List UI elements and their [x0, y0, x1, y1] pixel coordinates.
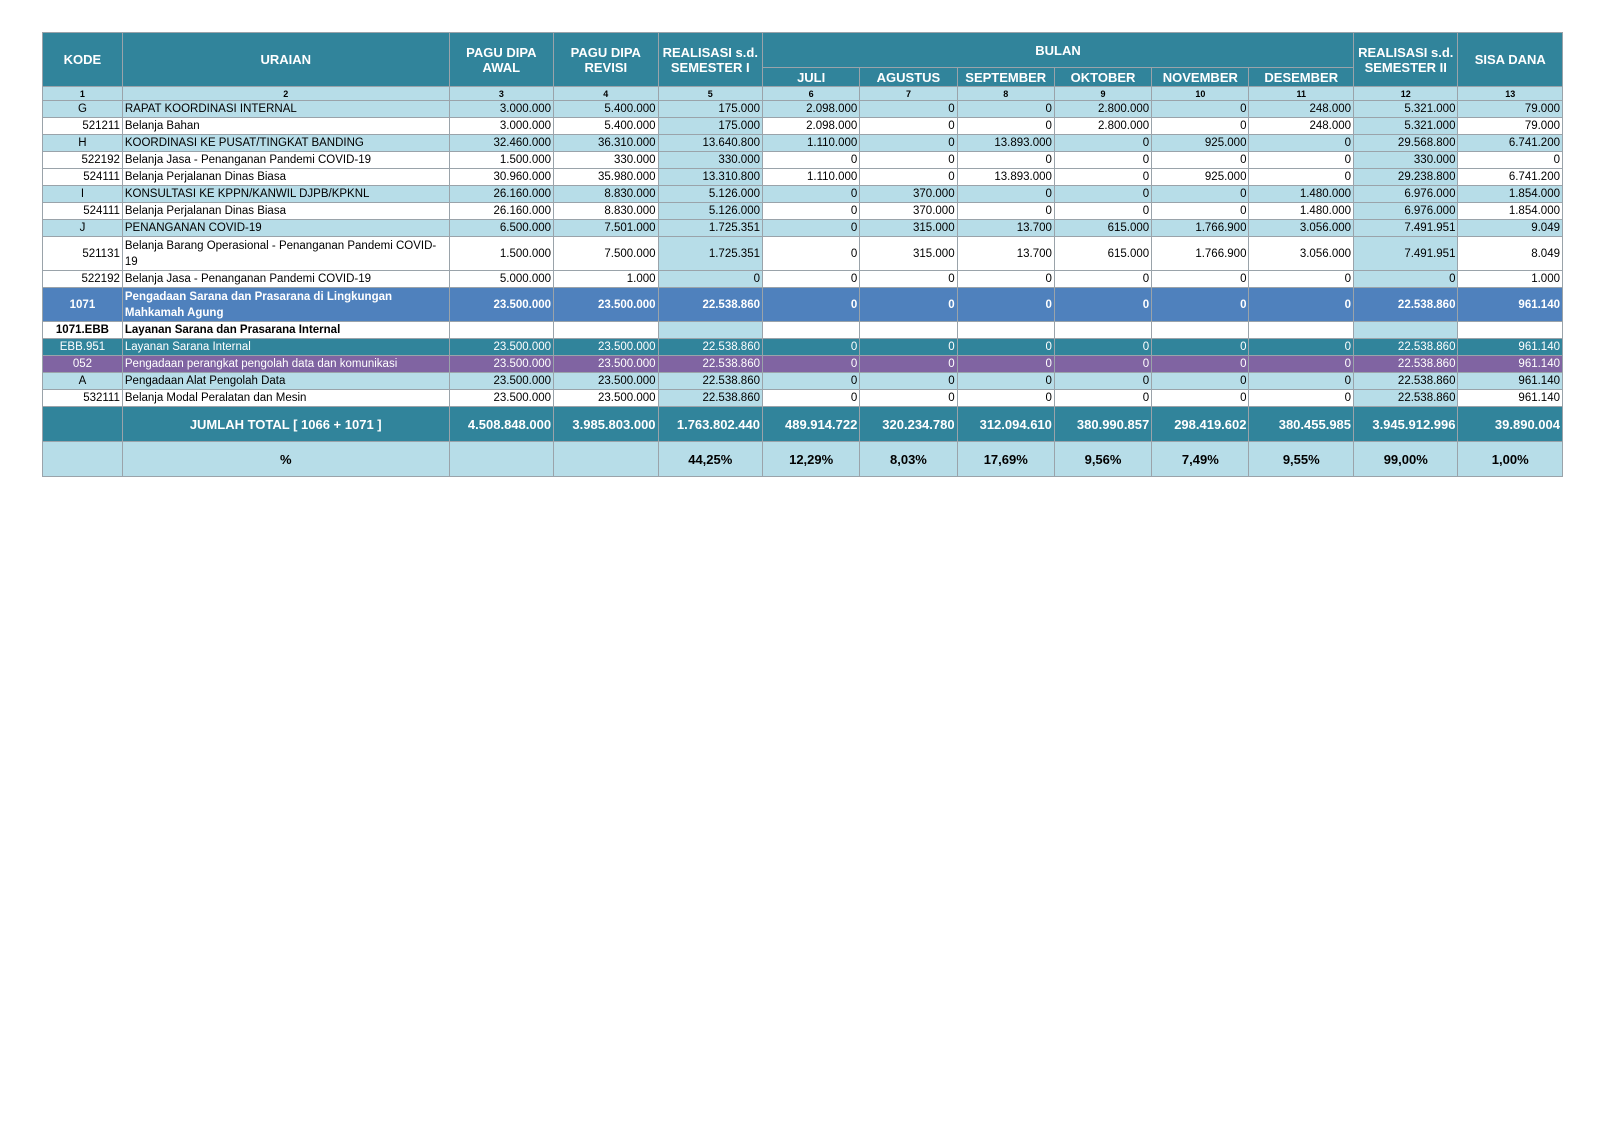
cell-value: 26.160.000 — [449, 203, 553, 220]
cell-value: 0 — [763, 288, 860, 322]
header-pagu-awal: PAGU DIPA AWAL — [449, 33, 553, 87]
cell-value: 0 — [1152, 390, 1249, 407]
budget-realization-table — [42, 32, 1563, 477]
cell-value: 1.766.900 — [1152, 237, 1249, 271]
cell-value: 8.830.000 — [554, 203, 658, 220]
cell-value: 22.538.860 — [1354, 288, 1458, 322]
cell-value: 23.500.000 — [554, 390, 658, 407]
percent-value: 8,03% — [860, 442, 957, 477]
cell-kode: 524111 — [43, 203, 123, 220]
column-index: 12 — [1354, 87, 1458, 101]
cell-value: 7.501.000 — [554, 220, 658, 237]
cell-value: 0 — [860, 339, 957, 356]
cell-value: 13.310.800 — [658, 169, 762, 186]
cell-uraian: RAPAT KOORDINASI INTERNAL — [122, 101, 449, 118]
cell-value: 0 — [1152, 152, 1249, 169]
cell-value — [658, 322, 762, 339]
cell-value: 615.000 — [1054, 220, 1151, 237]
cell-value: 5.321.000 — [1354, 118, 1458, 135]
cell-value: 0 — [1054, 152, 1151, 169]
cell-empty — [43, 407, 123, 442]
cell-value: 370.000 — [860, 203, 957, 220]
cell-value: 5.400.000 — [554, 101, 658, 118]
cell-value: 1.854.000 — [1458, 203, 1563, 220]
cell-kode: 1071.EBB — [43, 322, 123, 339]
cell-value: 36.310.000 — [554, 135, 658, 152]
table-row — [43, 237, 1563, 271]
percent-value: 7,49% — [1152, 442, 1249, 477]
column-index: 10 — [1152, 87, 1249, 101]
cell-value: 0 — [763, 373, 860, 390]
cell-value: 0 — [1054, 169, 1151, 186]
cell-value: 0 — [1152, 271, 1249, 288]
cell-value: 0 — [1152, 356, 1249, 373]
cell-kode: A — [43, 373, 123, 390]
cell-value: 3.000.000 — [449, 118, 553, 135]
cell-value: 13.893.000 — [957, 169, 1054, 186]
cell-kode: 522192 — [43, 152, 123, 169]
cell-value: 1.000 — [1458, 271, 1563, 288]
cell-value: 330.000 — [554, 152, 658, 169]
header-month: AGUSTUS — [860, 68, 957, 87]
cell-value: 248.000 — [1249, 101, 1354, 118]
cell-value: 5.321.000 — [1354, 101, 1458, 118]
table-row — [43, 203, 1563, 220]
cell-value: 8.049 — [1458, 237, 1563, 271]
cell-kode: 1071 — [43, 288, 123, 322]
cell-value: 1.000 — [554, 271, 658, 288]
column-index: 6 — [763, 87, 860, 101]
cell-value: 0 — [1249, 373, 1354, 390]
percent-value: 1,00% — [1458, 442, 1563, 477]
cell-value: 29.238.800 — [1354, 169, 1458, 186]
cell-value: 6.741.200 — [1458, 169, 1563, 186]
cell-value: 0 — [1054, 339, 1151, 356]
cell-value: 2.800.000 — [1054, 101, 1151, 118]
column-index: 1 — [43, 87, 123, 101]
cell-value: 0 — [1152, 118, 1249, 135]
cell-value: 0 — [957, 339, 1054, 356]
cell-value: 23.500.000 — [449, 339, 553, 356]
cell-value: 23.500.000 — [449, 373, 553, 390]
header-uraian: URAIAN — [122, 33, 449, 87]
cell-value: 330.000 — [658, 152, 762, 169]
cell-value: 3.056.000 — [1249, 220, 1354, 237]
cell-value: 22.538.860 — [658, 339, 762, 356]
cell-value: 22.538.860 — [1354, 390, 1458, 407]
cell-value: 0 — [860, 169, 957, 186]
total-value: 298.419.602 — [1152, 407, 1249, 442]
cell-value: 0 — [763, 152, 860, 169]
cell-kode: H — [43, 135, 123, 152]
cell-value: 1.500.000 — [449, 152, 553, 169]
total-value: 380.990.857 — [1054, 407, 1151, 442]
cell-value — [1054, 322, 1151, 339]
cell-value: 0 — [763, 186, 860, 203]
cell-value: 0 — [957, 390, 1054, 407]
total-value: 1.763.802.440 — [658, 407, 762, 442]
header-month: NOVEMBER — [1152, 68, 1249, 87]
cell-value: 23.500.000 — [554, 356, 658, 373]
cell-value: 0 — [860, 135, 957, 152]
cell-value: 925.000 — [1152, 135, 1249, 152]
cell-value — [554, 322, 658, 339]
column-index: 2 — [122, 87, 449, 101]
header-bulan: BULAN — [763, 33, 1354, 68]
header-sisa-dana: SISA DANA — [1458, 33, 1563, 87]
cell-value: 0 — [1152, 339, 1249, 356]
table-row — [43, 373, 1563, 390]
cell-value: 0 — [1249, 356, 1354, 373]
cell-value: 0 — [957, 101, 1054, 118]
cell-value: 0 — [957, 356, 1054, 373]
table-row — [43, 169, 1563, 186]
percent-row — [43, 442, 1563, 477]
column-index: 7 — [860, 87, 957, 101]
cell-uraian: Belanja Barang Operasional - Penanganan Pandemi COVID-19 — [122, 237, 449, 271]
cell-value: 0 — [1152, 186, 1249, 203]
total-label: JUMLAH TOTAL [ 1066 + 1071 ] — [122, 407, 449, 442]
cell-kode: EBB.951 — [43, 339, 123, 356]
cell-value: 0 — [1249, 288, 1354, 322]
cell-value: 22.538.860 — [1354, 356, 1458, 373]
table-row — [43, 220, 1563, 237]
cell-value: 23.500.000 — [554, 339, 658, 356]
cell-value: 13.700 — [957, 237, 1054, 271]
cell-value: 0 — [1152, 203, 1249, 220]
cell-value — [957, 322, 1054, 339]
cell-uraian: Layanan Sarana Internal — [122, 339, 449, 356]
cell-value: 6.500.000 — [449, 220, 553, 237]
cell-value: 0 — [1249, 169, 1354, 186]
cell-value: 1.110.000 — [763, 135, 860, 152]
cell-value: 0 — [763, 237, 860, 271]
cell-value: 0 — [1054, 135, 1151, 152]
cell-uraian: KOORDINASI KE PUSAT/TINGKAT BANDING — [122, 135, 449, 152]
percent-value: 17,69% — [957, 442, 1054, 477]
cell-value: 22.538.860 — [658, 288, 762, 322]
column-index: 8 — [957, 87, 1054, 101]
cell-value: 7.491.951 — [1354, 220, 1458, 237]
total-value: 312.094.610 — [957, 407, 1054, 442]
total-value: 3.985.803.000 — [554, 407, 658, 442]
cell-value: 0 — [860, 373, 957, 390]
cell-value — [1458, 322, 1563, 339]
cell-kode: I — [43, 186, 123, 203]
total-value: 380.455.985 — [1249, 407, 1354, 442]
cell-value: 0 — [860, 271, 957, 288]
cell-value: 961.140 — [1458, 339, 1563, 356]
table-row — [43, 135, 1563, 152]
cell-value: 7.491.951 — [1354, 237, 1458, 271]
cell-value: 0 — [763, 203, 860, 220]
table-row — [43, 356, 1563, 373]
cell-value: 0 — [1054, 271, 1151, 288]
cell-value: 0 — [1054, 203, 1151, 220]
total-value: 489.914.722 — [763, 407, 860, 442]
header-month: JULI — [763, 68, 860, 87]
cell-value: 0 — [1249, 390, 1354, 407]
cell-value: 615.000 — [1054, 237, 1151, 271]
percent-value — [554, 442, 658, 477]
cell-value: 13.640.800 — [658, 135, 762, 152]
cell-value: 0 — [763, 390, 860, 407]
cell-value: 7.500.000 — [554, 237, 658, 271]
cell-value: 22.538.860 — [1354, 373, 1458, 390]
cell-value: 6.741.200 — [1458, 135, 1563, 152]
cell-value: 2.098.000 — [763, 101, 860, 118]
cell-value: 0 — [763, 339, 860, 356]
percent-label: % — [122, 442, 449, 477]
header-pagu-revisi: PAGU DIPA REVISI — [554, 33, 658, 87]
table-row — [43, 186, 1563, 203]
cell-value: 0 — [1152, 373, 1249, 390]
cell-value: 23.500.000 — [449, 390, 553, 407]
cell-value: 0 — [957, 271, 1054, 288]
cell-value: 370.000 — [860, 186, 957, 203]
cell-value: 1.480.000 — [1249, 203, 1354, 220]
total-value: 4.508.848.000 — [449, 407, 553, 442]
percent-value: 99,00% — [1354, 442, 1458, 477]
cell-value: 22.538.860 — [658, 356, 762, 373]
column-index: 5 — [658, 87, 762, 101]
cell-kode: 052 — [43, 356, 123, 373]
cell-kode: 521131 — [43, 237, 123, 271]
table-row — [43, 390, 1563, 407]
cell-uraian: Layanan Sarana dan Prasarana Internal — [122, 322, 449, 339]
cell-value: 3.000.000 — [449, 101, 553, 118]
cell-uraian: Belanja Perjalanan Dinas Biasa — [122, 169, 449, 186]
cell-kode: 521211 — [43, 118, 123, 135]
total-value: 39.890.004 — [1458, 407, 1563, 442]
cell-value: 0 — [957, 288, 1054, 322]
cell-value — [1152, 322, 1249, 339]
cell-value — [1354, 322, 1458, 339]
cell-value: 3.056.000 — [1249, 237, 1354, 271]
percent-value — [449, 442, 553, 477]
cell-value: 2.098.000 — [763, 118, 860, 135]
cell-value: 35.980.000 — [554, 169, 658, 186]
total-row — [43, 407, 1563, 442]
cell-value: 0 — [860, 356, 957, 373]
cell-value: 30.960.000 — [449, 169, 553, 186]
cell-value: 0 — [1054, 186, 1151, 203]
cell-value: 0 — [957, 373, 1054, 390]
cell-uraian: KONSULTASI KE KPPN/KANWIL DJPB/KPKNL — [122, 186, 449, 203]
cell-value: 79.000 — [1458, 101, 1563, 118]
percent-value: 44,25% — [658, 442, 762, 477]
cell-value: 23.500.000 — [449, 356, 553, 373]
cell-value — [449, 322, 553, 339]
percent-value: 12,29% — [763, 442, 860, 477]
cell-value: 1.480.000 — [1249, 186, 1354, 203]
cell-value: 29.568.800 — [1354, 135, 1458, 152]
cell-value — [860, 322, 957, 339]
cell-value: 315.000 — [860, 237, 957, 271]
cell-value: 8.830.000 — [554, 186, 658, 203]
cell-uraian: Belanja Perjalanan Dinas Biasa — [122, 203, 449, 220]
cell-uraian: Pengadaan Sarana dan Prasarana di Lingkungan Mahkamah Agung — [122, 288, 449, 322]
cell-value: 0 — [763, 220, 860, 237]
cell-value: 0 — [1354, 271, 1458, 288]
cell-value: 0 — [957, 118, 1054, 135]
cell-value: 1.500.000 — [449, 237, 553, 271]
cell-value: 0 — [1458, 152, 1563, 169]
cell-value: 0 — [763, 271, 860, 288]
cell-value: 0 — [957, 203, 1054, 220]
header-realisasi-semester-2: REALISASI s.d. SEMESTER II — [1354, 33, 1458, 87]
column-index: 3 — [449, 87, 553, 101]
cell-value: 2.800.000 — [1054, 118, 1151, 135]
cell-value: 0 — [1152, 101, 1249, 118]
header-month: SEPTEMBER — [957, 68, 1054, 87]
cell-value: 1.766.900 — [1152, 220, 1249, 237]
cell-value: 961.140 — [1458, 390, 1563, 407]
total-value: 320.234.780 — [860, 407, 957, 442]
percent-value: 9,55% — [1249, 442, 1354, 477]
cell-value — [1249, 322, 1354, 339]
cell-value: 26.160.000 — [449, 186, 553, 203]
table-row — [43, 339, 1563, 356]
column-index: 11 — [1249, 87, 1354, 101]
cell-value: 961.140 — [1458, 356, 1563, 373]
column-index: 13 — [1458, 87, 1563, 101]
cell-value: 961.140 — [1458, 373, 1563, 390]
cell-value: 961.140 — [1458, 288, 1563, 322]
column-index: 9 — [1054, 87, 1151, 101]
cell-value: 9.049 — [1458, 220, 1563, 237]
cell-kode: G — [43, 101, 123, 118]
cell-value: 5.126.000 — [658, 186, 762, 203]
header-month: OKTOBER — [1054, 68, 1151, 87]
cell-value: 0 — [957, 186, 1054, 203]
cell-value: 1.110.000 — [763, 169, 860, 186]
cell-value: 0 — [1054, 390, 1151, 407]
cell-value: 248.000 — [1249, 118, 1354, 135]
cell-value: 0 — [763, 356, 860, 373]
cell-uraian: Pengadaan perangkat pengolah data dan komunikasi — [122, 356, 449, 373]
cell-value: 1.725.351 — [658, 220, 762, 237]
cell-value: 22.538.860 — [1354, 339, 1458, 356]
cell-value: 32.460.000 — [449, 135, 553, 152]
cell-empty — [43, 442, 123, 477]
cell-uraian: Belanja Modal Peralatan dan Mesin — [122, 390, 449, 407]
cell-value: 22.538.860 — [658, 373, 762, 390]
cell-kode: 532111 — [43, 390, 123, 407]
cell-value: 5.400.000 — [554, 118, 658, 135]
table-body — [43, 87, 1563, 477]
cell-uraian: Pengadaan Alat Pengolah Data — [122, 373, 449, 390]
table-row — [43, 118, 1563, 135]
cell-value: 175.000 — [658, 101, 762, 118]
cell-value: 315.000 — [860, 220, 957, 237]
cell-value: 0 — [860, 101, 957, 118]
cell-value: 0 — [1152, 288, 1249, 322]
table-row — [43, 101, 1563, 118]
header-month: DESEMBER — [1249, 68, 1354, 87]
cell-value: 0 — [860, 288, 957, 322]
cell-value: 0 — [860, 390, 957, 407]
cell-value: 5.000.000 — [449, 271, 553, 288]
cell-value: 0 — [1249, 271, 1354, 288]
table-row — [43, 152, 1563, 169]
cell-value: 0 — [1249, 135, 1354, 152]
cell-value: 0 — [1249, 152, 1354, 169]
column-index: 4 — [554, 87, 658, 101]
table-header — [43, 33, 1563, 87]
cell-value: 79.000 — [1458, 118, 1563, 135]
cell-uraian: Belanja Jasa - Penanganan Pandemi COVID-19 — [122, 152, 449, 169]
cell-value: 13.700 — [957, 220, 1054, 237]
cell-value: 175.000 — [658, 118, 762, 135]
cell-uraian: PENANGANAN COVID-19 — [122, 220, 449, 237]
table-row — [43, 271, 1563, 288]
total-value: 3.945.912.996 — [1354, 407, 1458, 442]
cell-value — [763, 322, 860, 339]
cell-kode: J — [43, 220, 123, 237]
cell-value: 925.000 — [1152, 169, 1249, 186]
percent-value: 9,56% — [1054, 442, 1151, 477]
cell-value: 1.854.000 — [1458, 186, 1563, 203]
cell-value: 23.500.000 — [554, 373, 658, 390]
cell-value: 0 — [658, 271, 762, 288]
cell-value: 5.126.000 — [658, 203, 762, 220]
table-row — [43, 322, 1563, 339]
cell-value: 0 — [1249, 339, 1354, 356]
cell-value: 0 — [1054, 288, 1151, 322]
cell-value: 23.500.000 — [554, 288, 658, 322]
cell-value: 0 — [860, 118, 957, 135]
cell-uraian: Belanja Jasa - Penanganan Pandemi COVID-19 — [122, 271, 449, 288]
header-realisasi-semester-1: REALISASI s.d. SEMESTER I — [658, 33, 762, 87]
cell-value: 0 — [1054, 356, 1151, 373]
cell-value: 6.976.000 — [1354, 186, 1458, 203]
cell-value: 6.976.000 — [1354, 203, 1458, 220]
column-index-row — [43, 87, 1563, 101]
table-row — [43, 288, 1563, 322]
cell-value: 0 — [957, 152, 1054, 169]
cell-value: 13.893.000 — [957, 135, 1054, 152]
cell-uraian: Belanja Bahan — [122, 118, 449, 135]
cell-value: 23.500.000 — [449, 288, 553, 322]
cell-value: 0 — [860, 152, 957, 169]
cell-value: 0 — [1054, 373, 1151, 390]
cell-value: 330.000 — [1354, 152, 1458, 169]
cell-value: 1.725.351 — [658, 237, 762, 271]
cell-value: 22.538.860 — [658, 390, 762, 407]
cell-kode: 524111 — [43, 169, 123, 186]
header-kode: KODE — [43, 33, 123, 87]
cell-kode: 522192 — [43, 271, 123, 288]
